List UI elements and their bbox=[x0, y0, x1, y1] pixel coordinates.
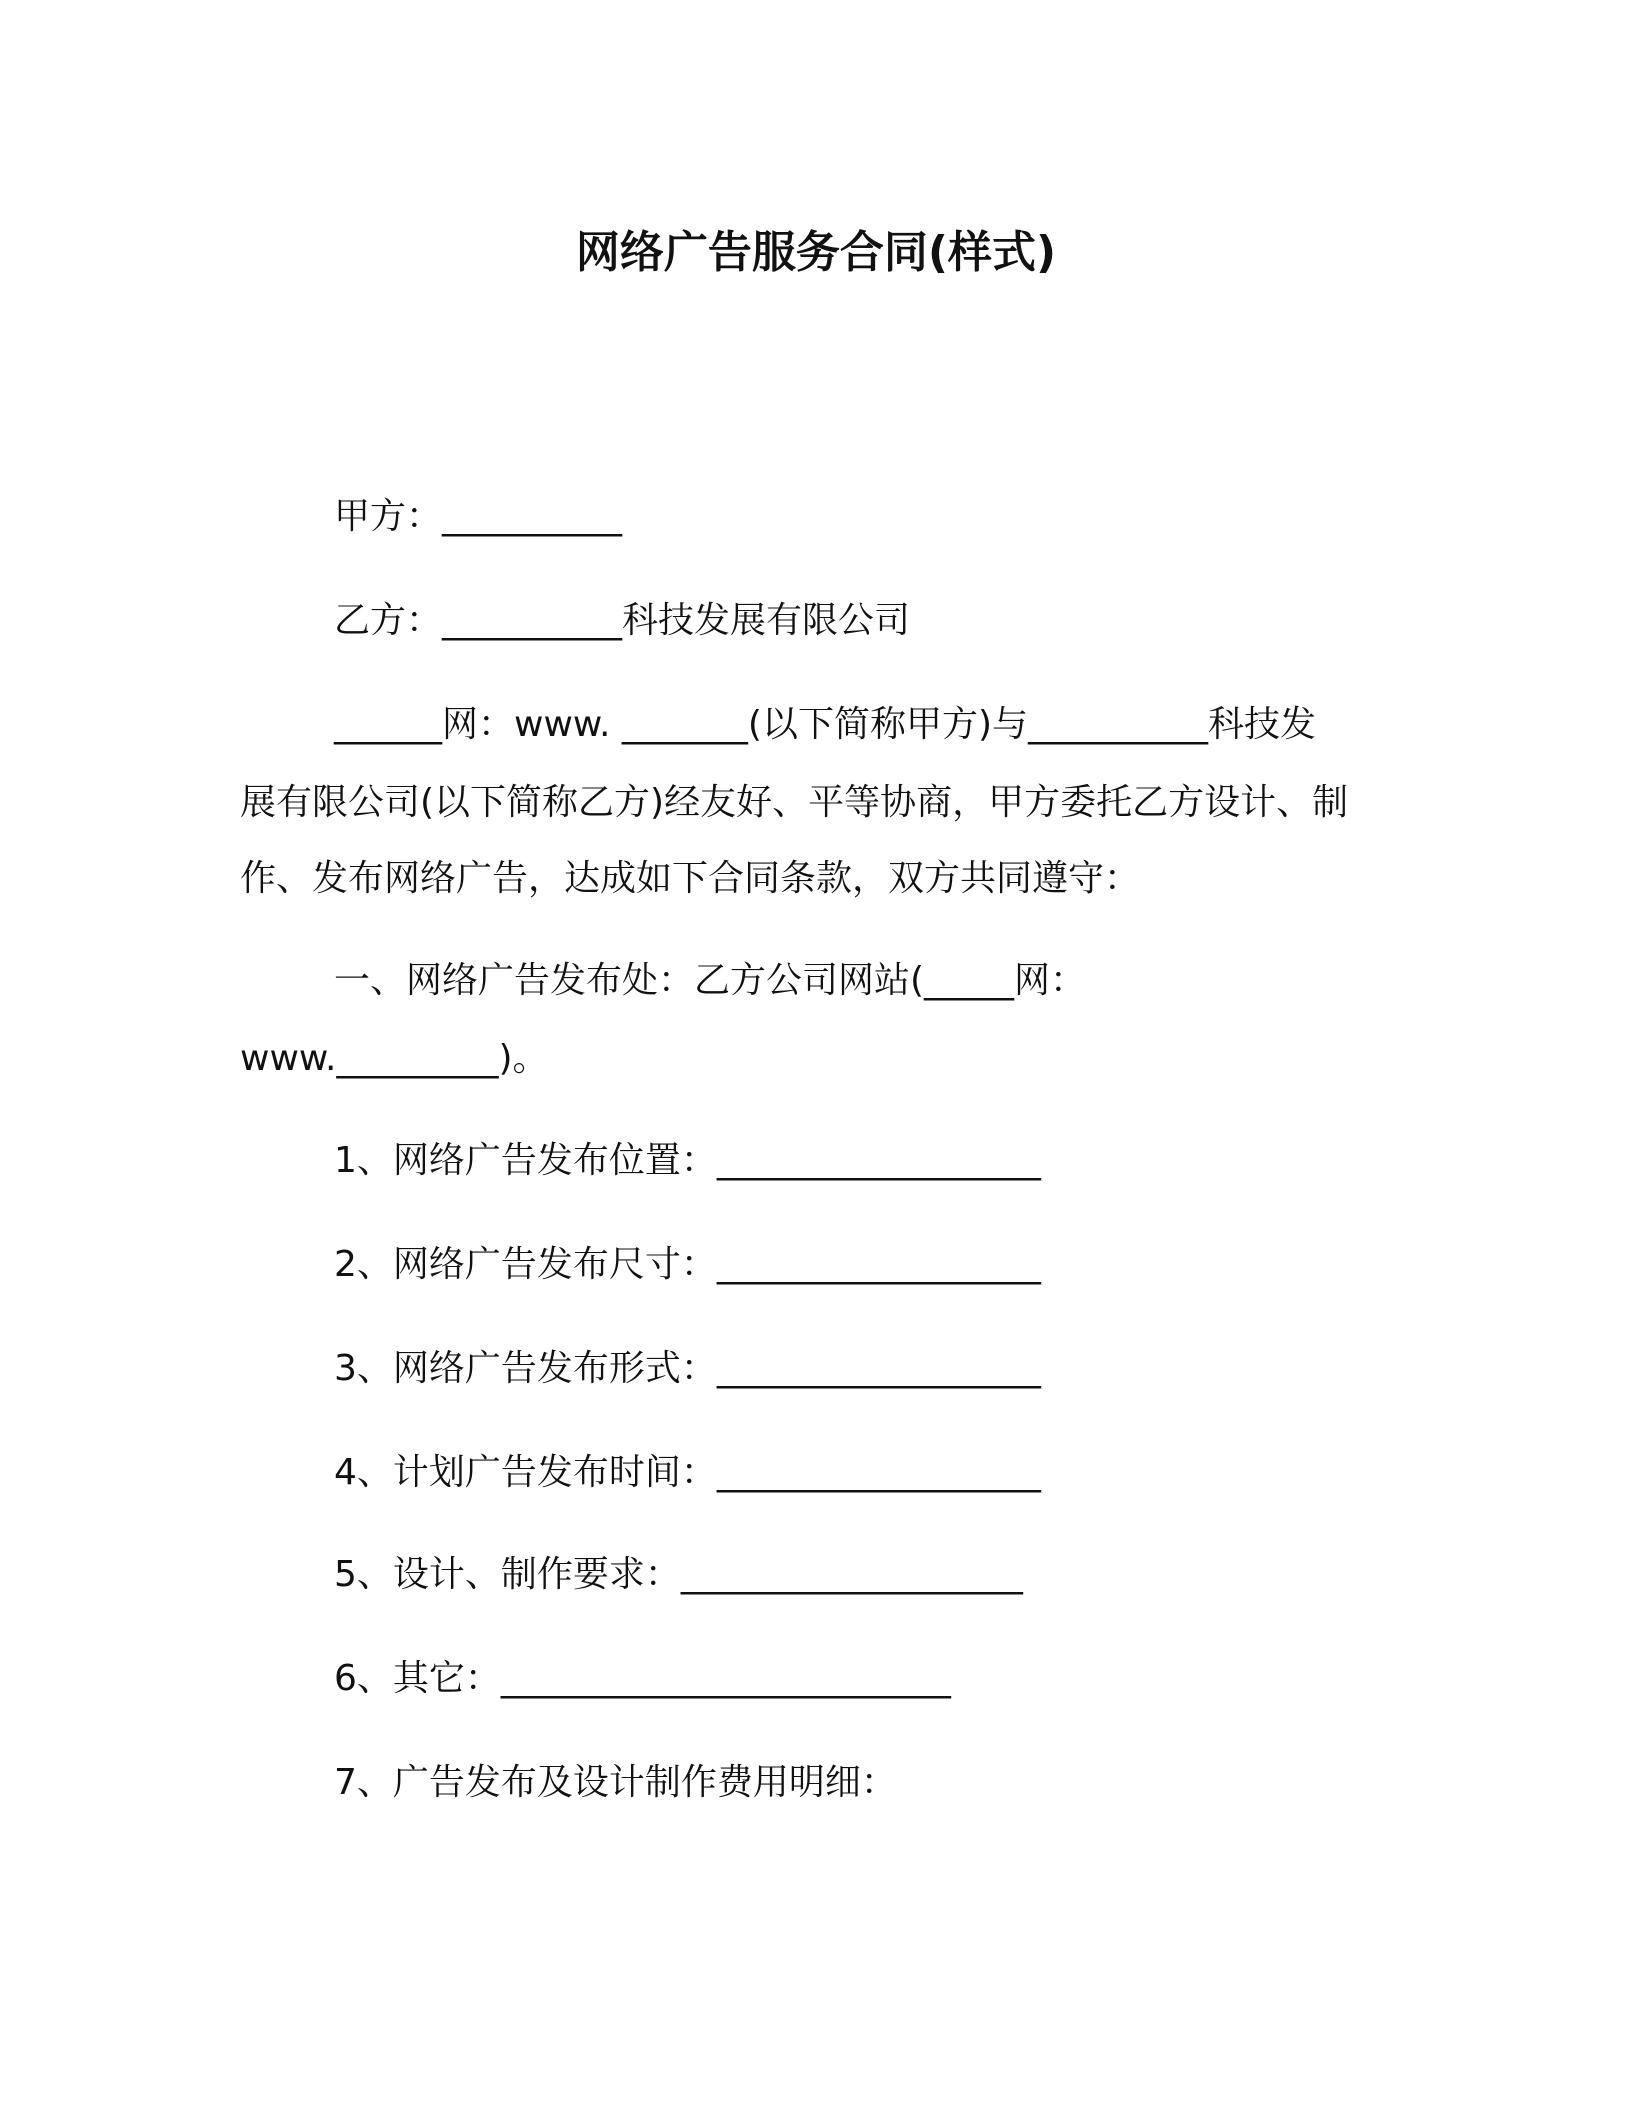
item-1: 1、网络广告发布位置：__________________ bbox=[334, 1140, 1041, 1181]
item-4: 4、计划广告发布时间：__________________ bbox=[334, 1452, 1041, 1493]
intro-line-3: 作、发布网络广告，达成如下合同条款，双方共同遵守： bbox=[240, 858, 1141, 899]
document-title: 网络广告服务合同(样式) bbox=[575, 227, 1057, 278]
section-1-line-1: 一、网络广告发布处：乙方公司网站(_____网： bbox=[334, 960, 1087, 1001]
section-1-line-2: www._________)。 bbox=[240, 1038, 549, 1079]
item-2: 2、网络广告发布尺寸：__________________ bbox=[334, 1244, 1041, 1285]
item-7: 7、广告发布及设计制作费用明细： bbox=[334, 1762, 897, 1803]
item-3: 3、网络广告发布形式：__________________ bbox=[334, 1348, 1041, 1389]
intro-line-2: 展有限公司(以下简称乙方)经友好、平等协商，甲方委托乙方设计、制 bbox=[240, 782, 1349, 823]
item-5: 5、设计、制作要求：___________________ bbox=[334, 1554, 1023, 1595]
party-a-line: 甲方：__________ bbox=[334, 496, 623, 537]
party-b-line: 乙方：__________科技发展有限公司 bbox=[334, 600, 911, 641]
intro-line-1: ______网：www. _______(以下简称甲方)与__________科技发 bbox=[334, 704, 1317, 745]
item-6: 6、其它：_________________________ bbox=[334, 1658, 951, 1699]
